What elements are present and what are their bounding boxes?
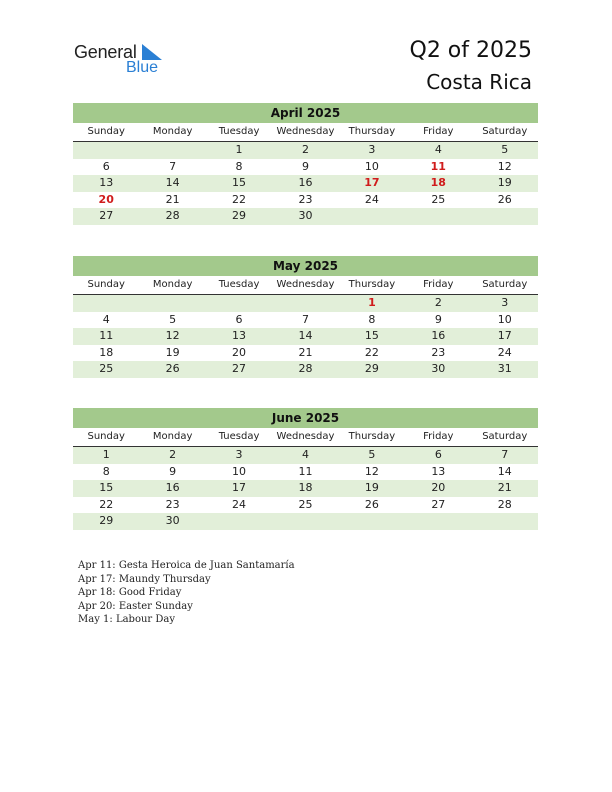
- date-cell: 4: [301, 448, 309, 461]
- weekday-label: Tuesday: [218, 126, 260, 137]
- week-row: [73, 312, 538, 329]
- weekday-label: Wednesday: [276, 431, 335, 442]
- week-row: [73, 513, 538, 530]
- date-cell: 5: [169, 312, 177, 326]
- quarter-title: Q2 of 2025: [409, 38, 532, 63]
- date-cell: [405, 208, 471, 225]
- date-cell: 21: [165, 192, 180, 206]
- date-cell: 11: [298, 464, 313, 478]
- date-cell: 28: [165, 209, 180, 222]
- date-cell: 6: [102, 159, 110, 173]
- weekday-label: Friday: [423, 126, 454, 137]
- weekday-label: Thursday: [348, 279, 396, 290]
- date-cell: 15: [364, 329, 379, 342]
- weekday-label: Monday: [152, 279, 193, 290]
- weekday-label: Saturday: [482, 126, 528, 137]
- date-cell: 1: [235, 143, 243, 156]
- logo-flag-icon: [142, 44, 162, 60]
- date-cell: 12: [497, 159, 512, 173]
- date-cell: 12: [165, 329, 180, 342]
- date-cell: 18: [298, 481, 313, 494]
- weekday-label: Wednesday: [276, 279, 335, 290]
- date-cell: 26: [497, 192, 512, 206]
- date-cell: 25: [298, 497, 313, 511]
- holiday-date-cell: 11: [430, 159, 446, 173]
- logo-blue-text: Blue: [126, 59, 159, 76]
- date-cell: [73, 142, 139, 159]
- month-may: [73, 256, 538, 378]
- date-cell: 20: [431, 481, 446, 494]
- month-title: April 2025: [73, 103, 538, 123]
- logo: [74, 42, 159, 76]
- date-cell: 16: [298, 176, 313, 189]
- weekday-label: Wednesday: [276, 126, 335, 137]
- weekday-label: Thursday: [348, 431, 396, 442]
- date-cell: 2: [301, 143, 309, 156]
- date-cell: 30: [431, 362, 446, 375]
- date-cell: 24: [232, 497, 247, 511]
- date-cell: 10: [497, 312, 512, 326]
- holiday-date-cell: 1: [368, 296, 376, 309]
- date-cell: 18: [99, 345, 114, 359]
- date-cell: 13: [99, 176, 114, 189]
- date-cell: [472, 208, 538, 225]
- date-cell: 1: [102, 448, 110, 461]
- date-cell: 19: [497, 176, 512, 189]
- date-cell: 29: [99, 514, 114, 527]
- month-june: [73, 408, 538, 530]
- holiday-date-cell: 17: [364, 176, 380, 189]
- date-cell: 25: [431, 192, 446, 206]
- date-cell: [339, 513, 405, 530]
- date-cell: [405, 513, 471, 530]
- date-cell: 24: [364, 192, 379, 206]
- date-cell: 6: [235, 312, 243, 326]
- holiday-note: Apr 17: Maundy Thursday: [78, 573, 211, 585]
- date-cell: 7: [169, 159, 177, 173]
- weekday-label: Monday: [152, 431, 193, 442]
- date-cell: 9: [169, 464, 177, 478]
- date-cell: [206, 513, 272, 530]
- date-cell: 20: [232, 345, 247, 359]
- date-cell: 17: [497, 329, 512, 342]
- weekday-label: Saturday: [482, 431, 528, 442]
- date-cell: 28: [497, 497, 512, 511]
- date-cell: 26: [364, 497, 379, 511]
- weekday-label: Monday: [152, 126, 193, 137]
- date-cell: [139, 295, 205, 312]
- holiday-date-cell: 20: [98, 192, 114, 206]
- date-cell: 11: [99, 329, 114, 342]
- holiday-notes: [78, 559, 295, 627]
- date-cell: 23: [431, 345, 446, 359]
- week-row: [73, 159, 538, 176]
- week-row: [73, 208, 538, 225]
- month-april: [73, 103, 538, 225]
- weekday-label: Sunday: [87, 279, 125, 290]
- date-cell: 3: [235, 448, 243, 461]
- date-cell: 2: [434, 296, 442, 309]
- date-cell: 2: [169, 448, 177, 461]
- date-cell: 15: [99, 481, 114, 494]
- week-row: [73, 175, 538, 192]
- weekday-label: Sunday: [87, 431, 125, 442]
- date-cell: 31: [497, 362, 512, 375]
- date-cell: 19: [165, 345, 180, 359]
- date-cell: 24: [497, 345, 512, 359]
- date-cell: [472, 513, 538, 530]
- date-cell: 9: [434, 312, 442, 326]
- date-cell: 29: [364, 362, 379, 375]
- country-name: Costa Rica: [426, 70, 532, 94]
- date-cell: 14: [165, 176, 180, 189]
- date-cell: 8: [102, 464, 110, 478]
- date-cell: [139, 142, 205, 159]
- date-cell: 23: [298, 192, 313, 206]
- date-cell: 30: [298, 209, 313, 222]
- date-cell: 16: [431, 329, 446, 342]
- date-cell: 27: [99, 209, 114, 222]
- date-cell: 26: [165, 362, 180, 375]
- date-cell: 25: [99, 362, 114, 375]
- month-title: May 2025: [73, 256, 538, 276]
- date-cell: 13: [431, 464, 446, 478]
- date-cell: 28: [298, 362, 313, 375]
- date-cell: 19: [364, 481, 379, 494]
- date-cell: 30: [165, 514, 180, 527]
- date-cell: 21: [497, 481, 512, 494]
- week-row: [73, 361, 538, 378]
- date-cell: [339, 208, 405, 225]
- date-cell: 7: [501, 448, 509, 461]
- date-cell: 5: [501, 143, 509, 156]
- week-row: [73, 295, 538, 312]
- weekday-label: Friday: [423, 279, 454, 290]
- weekday-label: Sunday: [87, 126, 125, 137]
- weekday-label: Tuesday: [218, 431, 260, 442]
- weekday-label: Saturday: [482, 279, 528, 290]
- weekday-label: Tuesday: [218, 279, 260, 290]
- date-cell: 10: [232, 464, 247, 478]
- date-cell: 14: [298, 329, 313, 342]
- weekday-label: Friday: [423, 431, 454, 442]
- date-cell: 3: [501, 296, 509, 309]
- date-cell: [272, 513, 338, 530]
- date-cell: [206, 295, 272, 312]
- date-cell: 22: [232, 192, 247, 206]
- date-cell: 27: [431, 497, 446, 511]
- holiday-note: May 1: Labour Day: [78, 614, 175, 625]
- date-cell: 22: [364, 345, 379, 359]
- date-cell: 12: [364, 464, 379, 478]
- week-row: [73, 447, 538, 464]
- logo-general-text: General: [74, 42, 137, 62]
- date-cell: 3: [368, 143, 376, 156]
- date-cell: [272, 295, 338, 312]
- weekday-header-row: [73, 276, 538, 295]
- date-cell: 7: [301, 312, 309, 326]
- date-cell: [73, 295, 139, 312]
- date-cell: 14: [497, 464, 512, 478]
- date-cell: 22: [99, 497, 114, 511]
- date-cell: 29: [232, 209, 247, 222]
- date-cell: 17: [232, 481, 247, 494]
- date-cell: 10: [364, 159, 379, 173]
- date-cell: 8: [235, 159, 243, 173]
- week-row: [73, 464, 538, 481]
- date-cell: 4: [102, 312, 110, 326]
- week-row: [73, 192, 538, 209]
- holiday-date-cell: 18: [430, 176, 446, 189]
- weekday-label: Thursday: [348, 126, 396, 137]
- weekday-header-row: [73, 123, 538, 142]
- date-cell: 5: [368, 448, 376, 461]
- date-cell: 6: [434, 448, 442, 461]
- date-cell: 27: [232, 362, 247, 375]
- holiday-note: Apr 11: Gesta Heroica de Juan Santamaría: [78, 560, 295, 571]
- date-cell: 13: [232, 329, 247, 342]
- week-row: [73, 497, 538, 514]
- date-cell: 16: [165, 481, 180, 494]
- date-cell: 23: [165, 497, 180, 511]
- week-row: [73, 328, 538, 345]
- holiday-note: Apr 20: Easter Sunday: [78, 600, 193, 612]
- holiday-note: Apr 18: Good Friday: [78, 587, 182, 598]
- date-cell: 4: [434, 143, 442, 156]
- week-row: [73, 480, 538, 497]
- week-row: [73, 142, 538, 159]
- date-cell: 8: [368, 312, 376, 326]
- date-cell: 21: [298, 345, 313, 359]
- date-cell: 15: [232, 176, 247, 189]
- weekday-header-row: [73, 428, 538, 447]
- date-cell: 9: [301, 159, 309, 173]
- week-row: [73, 345, 538, 362]
- month-title: June 2025: [73, 408, 538, 428]
